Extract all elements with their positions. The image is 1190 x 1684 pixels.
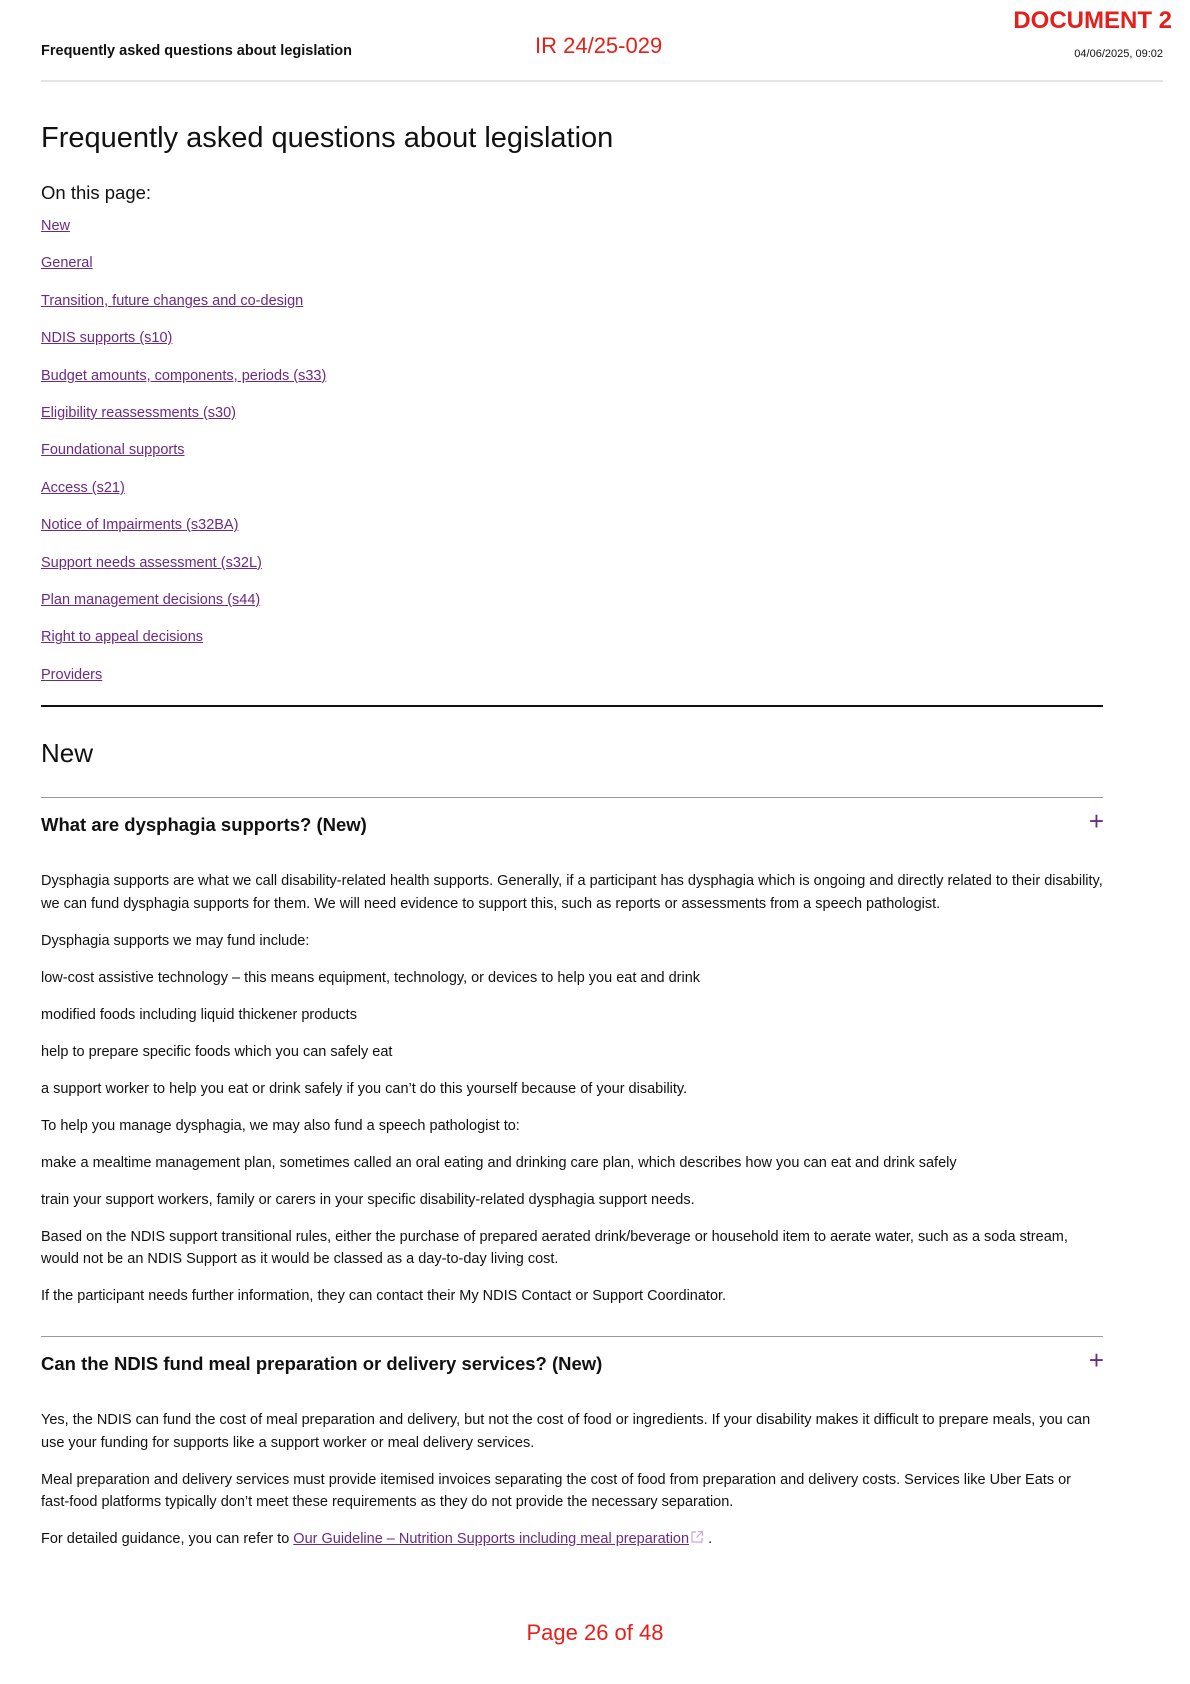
- answer-list-item: help to prepare specific foods which you can safely eat: [41, 1043, 393, 1060]
- toc-item: [41, 440, 1103, 477]
- toc-item: [41, 366, 1103, 403]
- expand-plus-icon[interactable]: +: [1088, 1345, 1104, 1376]
- toc-link-new[interactable]: New: [41, 218, 71, 234]
- toc-item: [41, 403, 1103, 440]
- toc-link-support-needs[interactable]: Support needs assessment (s32L): [41, 554, 262, 571]
- toc-item: [41, 216, 1103, 253]
- external-link-icon: [690, 1529, 704, 1543]
- page-number: Page 26 of 48: [526, 1620, 664, 1645]
- faq-question: What are dysphagia supports? (New): [41, 814, 367, 836]
- toc-item: [41, 253, 1103, 290]
- answer-paragraph: Based on the NDIS support transitional rules, either the purchase of prepared aerated drink/beverage or household item to aerate water, such as a soda stream, would not be an NDIS Support as it would be classed as a day-to-day living cost.: [41, 1228, 1068, 1268]
- toc-link-plan-management[interactable]: Plan management decisions (s44): [41, 591, 261, 608]
- toc-list: [41, 216, 1103, 702]
- toc-link-foundational[interactable]: Foundational supports: [41, 442, 185, 459]
- print-header-date: 04/06/2025, 09:02: [1074, 48, 1163, 60]
- answer-paragraph: Dysphagia supports we may fund include:: [41, 932, 310, 949]
- toc-item: [41, 665, 1103, 702]
- toc-item: [41, 478, 1103, 515]
- print-header-title: Frequently asked questions about legislation: [41, 43, 352, 59]
- answer-list-item: low-cost assistive technology – this means equipment, technology, or devices to help you eat and drink: [41, 969, 701, 986]
- toc-item: [41, 590, 1103, 627]
- ir-reference: IR 24/25-029: [535, 33, 663, 58]
- guidance-suffix: .: [704, 1531, 713, 1548]
- toc-link-general[interactable]: General: [41, 255, 93, 272]
- toc-label: On this page:: [41, 182, 152, 203]
- answer-list-item: a support worker to help you eat or drink safely if you can’t do this yourself because of your disability.: [41, 1080, 688, 1097]
- answer-paragraph: If the participant needs further information, they can contact their My NDIS Contact or Support Coordinator.: [41, 1288, 727, 1305]
- answer-list-item: train your support workers, family or carers in your specific disability-related dysphagia support needs.: [41, 1191, 695, 1208]
- toc-item: [41, 291, 1103, 328]
- faq-question: Can the NDIS fund meal preparation or delivery services? (New): [41, 1353, 603, 1375]
- guidance-prefix: For detailed guidance, you can refer to: [41, 1531, 294, 1548]
- answer-paragraph: To help you manage dysphagia, we may also fund a speech pathologist to:: [41, 1117, 520, 1134]
- faq-answer-meal-preparation: [41, 1389, 1103, 1579]
- faq-header-meal-preparation[interactable]: [41, 1337, 1103, 1389]
- section-title-new: New: [41, 738, 94, 769]
- toc-link-access[interactable]: Access (s21): [41, 479, 125, 496]
- toc-item: [41, 328, 1103, 365]
- main-content: [41, 118, 1103, 1579]
- guidance-paragraph: [41, 1528, 1103, 1551]
- toc-link-transition[interactable]: Transition, future changes and co-design: [41, 292, 304, 309]
- expand-plus-icon[interactable]: +: [1088, 806, 1104, 837]
- toc-link-providers[interactable]: Providers: [41, 666, 103, 683]
- answer-paragraph: Dysphagia supports are what we call disability-related health supports. Generally, if a participant has dysphagia which is ongoing and directly related to their disability, we can fund dysphagia supports for them. We will need evidence to support this, such as reports or assessments from a speech pathologist.: [41, 873, 1103, 912]
- answer-paragraph: Yes, the NDIS can fund the cost of meal preparation and delivery, but not the cost of food or ingredients. If your disability makes it difficult to prepare meals, you can use your funding for supports like a support worker or meal delivery services.: [41, 1412, 1091, 1451]
- answer-paragraph: Meal preparation and delivery services must provide itemised invoices separating the cost of food from preparation and delivery costs. Services like Uber Eats or fast-food platforms typically don’t meet these requirements as they do not provide the necessary separation.: [41, 1471, 1071, 1511]
- toc-link-notice-impairments[interactable]: Notice of Impairments (s32BA): [41, 517, 239, 534]
- faq-answer-dysphagia: [41, 850, 1103, 1336]
- toc-link-budget[interactable]: Budget amounts, components, periods (s33): [41, 367, 327, 384]
- page-title: Frequently asked questions about legislation: [41, 122, 614, 154]
- faq-header-dysphagia[interactable]: [41, 798, 1103, 850]
- toc-link-ndis-supports[interactable]: NDIS supports (s10): [41, 330, 173, 347]
- toc-link-appeal[interactable]: Right to appeal decisions: [41, 629, 204, 646]
- toc-item: [41, 515, 1103, 552]
- guideline-link[interactable]: Our Guideline – Nutrition Supports including meal preparation: [293, 1531, 690, 1548]
- toc-item: [41, 553, 1103, 590]
- answer-list-item: modified foods including liquid thickener products: [41, 1006, 357, 1023]
- answer-list-item: make a mealtime management plan, sometimes called an oral eating and drinking care plan, which describes how you can eat and drink safely: [41, 1154, 957, 1171]
- toc-item: [41, 627, 1103, 664]
- toc-link-eligibility[interactable]: Eligibility reassessments (s30): [41, 404, 237, 421]
- document-stamp: DOCUMENT 2: [1013, 7, 1172, 34]
- header-divider: [41, 80, 1163, 82]
